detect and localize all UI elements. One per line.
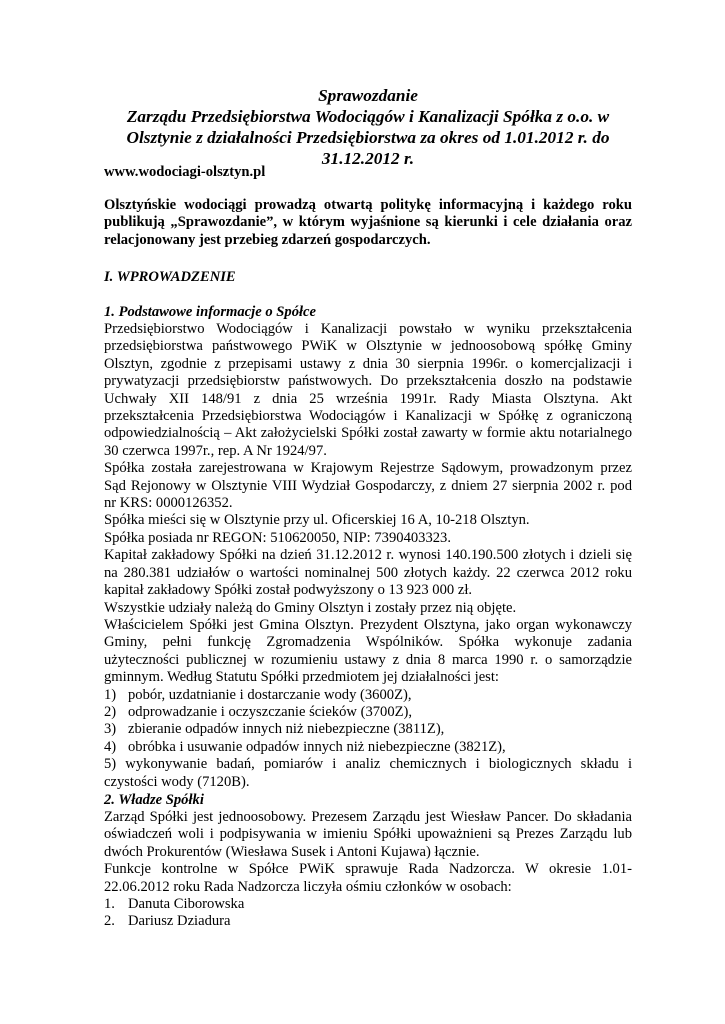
list-item-number: 3) bbox=[104, 721, 117, 738]
list-item-text: zbieranie odpadów innych niż niebezpieczne (3811Z), bbox=[128, 721, 445, 738]
intro-line: Olsztyńskie wodociągi prowadzą otwartą politykę informacyjną i każdego roku bbox=[104, 197, 632, 213]
list-item: 5) wykonywanie badań, pomiarów i analiz chemicznych i biologicznych składu i bbox=[104, 756, 632, 773]
website-link[interactable]: www.wodociagi-olsztyn.pl bbox=[104, 164, 266, 180]
text-line: odpowiedzialnością – Akt założycielski Spółki został zawarty w formie aktu notarialnego bbox=[104, 425, 632, 442]
text-line: Funkcje kontrolne w Spółce PWiK sprawuje Rada Nadzorcza. W okresie 1.01- bbox=[104, 861, 632, 878]
list-item-number: 1) bbox=[104, 686, 117, 703]
text-line: przedsiębiorstwa państwowego PWiK w Olsztynie w jednoosobową spółkę Gminy bbox=[104, 338, 632, 355]
list-item-number: 1. bbox=[104, 896, 115, 913]
title-line: Olsztynie z działalności Przedsiębiorstwa za okres od 1.01.2012 r. do bbox=[126, 128, 610, 147]
text-line: Przedsiębiorstwo Wodociągów i Kanalizacji powstało w wyniku przekształcenia bbox=[104, 321, 632, 337]
text-line: Olsztyn, zgodnie z przepisami ustawy z dnia 30 sierpnia 1996r. o komercjalizacji i bbox=[104, 355, 632, 372]
text-line: Uchwały XII 148/91 z dnia 25 września 1991r. Rady Miasta Olsztyna. Akt bbox=[104, 390, 632, 407]
text-line: nr KRS: 0000126352. bbox=[104, 495, 233, 512]
company-info-body bbox=[104, 321, 632, 791]
subsection-heading-authorities: 2. Władze Spółki bbox=[104, 792, 204, 808]
title-line: Zarządu Przedsiębiorstwa Wodociągów i Kanalizacji Spółka z o.o. w bbox=[126, 107, 610, 126]
list-item-text: odprowadzanie i oczyszczanie ścieków (3700Z), bbox=[128, 703, 413, 720]
report-title bbox=[104, 85, 632, 169]
text-line: kapitał zakładowy Spółki został podwyższony o 13 923 000 zł. bbox=[104, 582, 473, 599]
list-item-number: 4) bbox=[104, 738, 117, 755]
intro-line: relacjonowany jest przebieg zdarzeń gospodarczych. bbox=[104, 231, 431, 248]
text-line: Wszystkie udziały należą do Gminy Olsztyn i zostały przez nią objęte. bbox=[104, 599, 517, 616]
list-item bbox=[104, 687, 632, 704]
list-item bbox=[104, 739, 632, 756]
text-line: Spółka została zarejestrowana w Krajowym Rejestrze Sądowym, prowadzonym przez bbox=[104, 460, 632, 477]
intro-paragraph bbox=[104, 197, 632, 249]
authorities-body bbox=[104, 809, 632, 931]
text-line: Gminy, pełni funkcję Zgromadzenia Wspólników. Spółka wykonuje zadania bbox=[104, 634, 632, 651]
text-line: 30 czerwca 1997r., rep. A Nr 1924/97. bbox=[104, 442, 327, 459]
text-line: Spółka mieści się w Olsztynie przy ul. Oficerskiej 16 A, 10-218 Olsztyn. bbox=[104, 512, 530, 529]
list-item bbox=[104, 721, 632, 738]
title-line: Sprawozdanie bbox=[318, 86, 418, 105]
board-member-name: Dariusz Dziadura bbox=[128, 913, 231, 930]
list-item bbox=[104, 704, 632, 721]
title-line: 31.12.2012 r. bbox=[321, 149, 415, 168]
intro-line: publikują „Sprawozdanie”, w którym wyjaśnione są kierunki i cele działania oraz bbox=[104, 214, 632, 231]
list-item-number: 2. bbox=[104, 913, 115, 930]
text-line: Zarząd Spółki jest jednoosobowy. Prezesem Zarządu jest Wiesław Pancer. Do składania bbox=[104, 809, 632, 825]
board-member-name: Danuta Ciborowska bbox=[128, 896, 245, 913]
text-line: użyteczności publicznej w rozumieniu ustawy z dnia 8 marca 1990 r. o samorządzie bbox=[104, 651, 632, 668]
text-line: gminnym. Według Statutu Spółki przedmiotem jej działalności jest: bbox=[104, 669, 499, 686]
text-line: przekształcenia Przedsiębiorstwa Wodociągów i Kanalizacji w Spółkę z ograniczoną bbox=[104, 408, 632, 425]
list-item-text: obróbka i usuwanie odpadów innych niż niebezpieczne (3821Z), bbox=[128, 738, 506, 755]
list-item-number: 2) bbox=[104, 703, 117, 720]
board-member-item bbox=[104, 896, 632, 913]
section-heading: I. WPROWADZENIE bbox=[104, 269, 236, 285]
text-line: oświadczeń woli i podpisywania w imieniu Spółki upoważnieni są Prezes Zarządu lub bbox=[104, 826, 632, 843]
list-item-text: pobór, uzdatnianie i dostarczanie wody (3600Z), bbox=[128, 686, 412, 703]
board-member-item bbox=[104, 913, 632, 930]
text-line: Sąd Rejonowy w Olsztynie VIII Wydział Gospodarczy, z dniem 27 sierpnia 2002 r. pod bbox=[104, 477, 632, 494]
subsection-heading-company-info: 1. Podstawowe informacje o Spółce bbox=[104, 304, 317, 320]
text-line: Kapitał zakładowy Spółki na dzień 31.12.2012 r. wynosi 140.190.500 złotych i dzieli się bbox=[104, 547, 632, 564]
text-line: Spółka posiada nr REGON: 510620050, NIP: 7390403323. bbox=[104, 529, 451, 546]
list-item-continuation: czystości wody (7120B). bbox=[104, 773, 250, 790]
text-line: Właścicielem Spółki jest Gmina Olsztyn. Prezydent Olsztyna, jako organ wykonawczy bbox=[104, 616, 632, 633]
text-line: dwóch Prokurentów (Wiesława Susek i Antoni Kujawa) łącznie. bbox=[104, 843, 480, 860]
text-line: na 280.381 udziałów o wartości nominalnej 500 złotych każdy. 22 czerwca 2012 roku bbox=[104, 564, 632, 581]
text-line: prywatyzacji przedsiębiorstw państwowych. Do przekształcenia doszło na podstawie bbox=[104, 373, 632, 390]
text-line: 22.06.2012 roku Rada Nadzorcza liczyła ośmiu członków w osobach: bbox=[104, 878, 512, 895]
